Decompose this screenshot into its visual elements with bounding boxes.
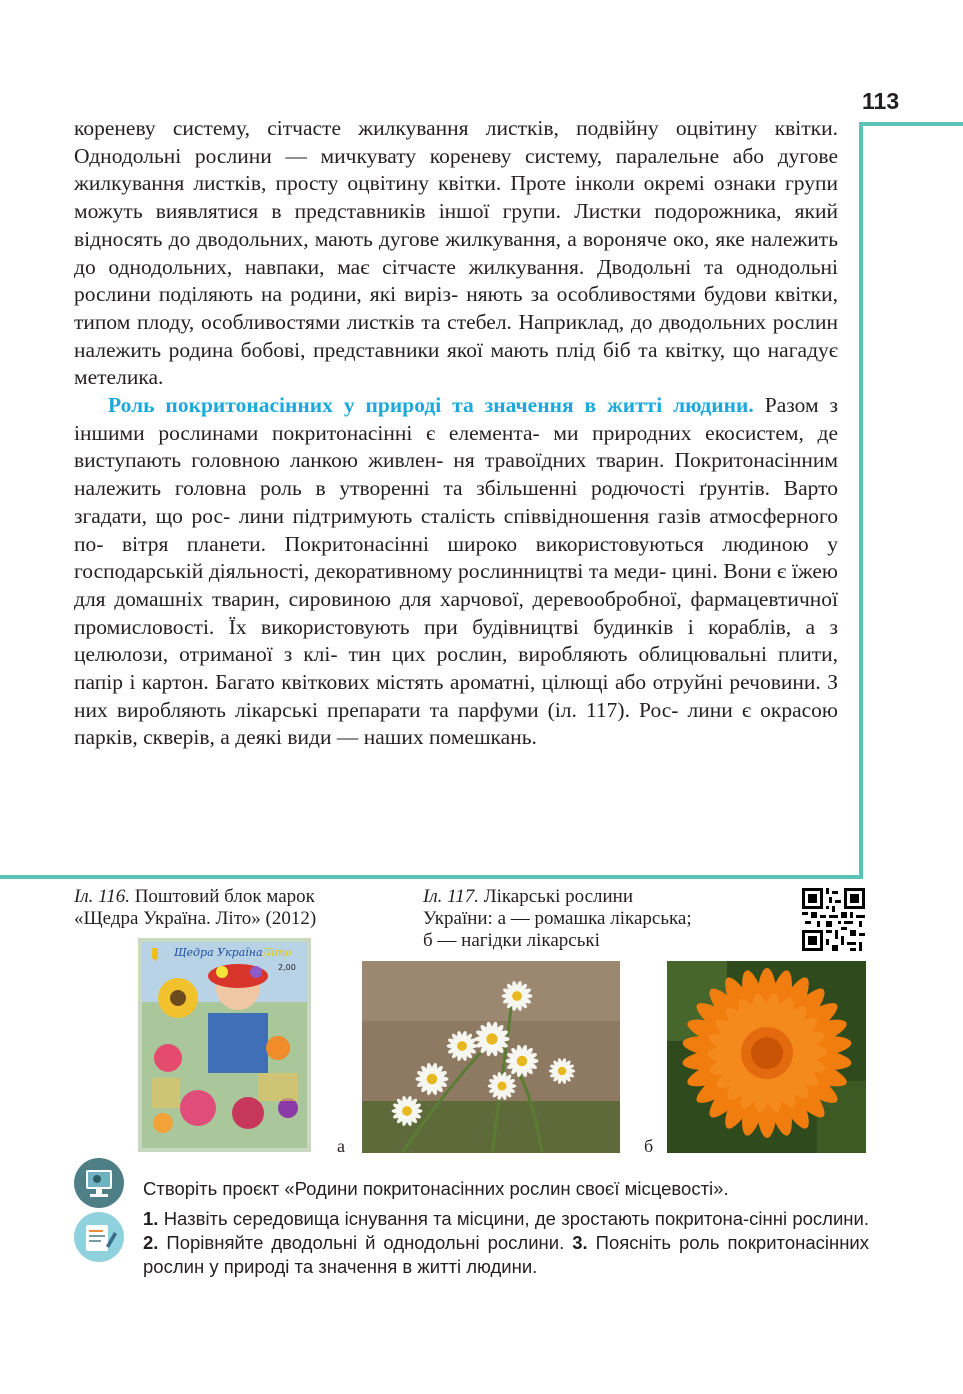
paragraph-1 — [74, 115, 838, 392]
caption-ill-117: Іл. 117. Лікарські рослини України: а — ромашка лікарська; б — нагідки лікарські — [423, 886, 692, 951]
section-heading: Роль покритонасінних у природі та значення в житті людини. — [108, 393, 754, 418]
text-line: при будівництві будинків і кораблів, а з целюлози, отриманої з клі- — [74, 614, 838, 667]
text-line: Багато квіткових містять ароматні, цілющі або отруйні речовини. — [215, 670, 821, 695]
text-line: родина бобові, представники якої мають плід біб та квітку, що — [168, 337, 761, 362]
text-line: належить до однодольних, навпаки, має сітчасте жилкування. — [74, 226, 838, 279]
frame-bottom-border — [0, 875, 863, 879]
text-line: няють за особливостями будови квітки, типом плоду, особливостями — [74, 282, 839, 334]
text-line: в представників іншої групи. Листки подорожника, який відносять — [74, 199, 839, 251]
review-questions: 1. Назвіть середовища існування та місцини, де зростають покритона-сінні рослини. 2. Порівняйте дводольні й однодольні рослини. 3. Поясніть роль покритонасінних рослин у природі та значення в житті людини. — [143, 1208, 869, 1277]
text-line: тин цих рослин, виробляють облицювальні плити, папір і картон. — [74, 642, 839, 695]
frame-right-border — [859, 122, 863, 879]
photo-label-b: б — [644, 1136, 654, 1156]
frame-top-border — [862, 122, 963, 126]
caption-ill-116: Іл. 116. Поштовий блок марок «Щедра Україна. Літо» (2012) — [74, 886, 317, 929]
qr-code[interactable] — [802, 888, 865, 951]
stamp-title: Щедра Україна — [174, 946, 263, 959]
text-line: деревообробної, фармацевтичної промисловості. Їх використовують — [74, 586, 838, 639]
text-line: ня травоїдних тварин. Покритонасінним належить головна роль — [74, 448, 838, 501]
text-line: лини підтримують сталість співвідношення газів атмосферного по- — [74, 503, 838, 556]
text-line: цині. Вони є їжею для домашніх тварин, сировиною для харчової, — [74, 559, 838, 611]
text-line: квітки. Проте інколи окремі ознаки групи можуть виявлятися — [74, 171, 839, 224]
text-line: у господарській діяльності, декоративному рослинництві та меди- — [74, 531, 839, 584]
calendula-photo — [667, 961, 866, 1153]
text-line: до дводольних, мають дугове жилкування, а вороняче око, яке — [168, 226, 745, 251]
text-line: листків та стебел. Наприклад, до дводольних рослин належить — [74, 309, 839, 362]
page-number: 113 — [862, 88, 900, 114]
project-task: Створіть проєкт «Родини покритонасінних рослин своєї місцевості». — [143, 1178, 729, 1199]
project-icon — [74, 1158, 124, 1208]
paragraph-2 — [74, 392, 838, 752]
text-line: кореневу систему, сітчасте жилкування листків, подвійну оцвітину — [74, 116, 758, 140]
text-line: вітря планети. Покритонасінні широко використовуються людиною — [121, 531, 809, 556]
text-line: ми природних екосистем, де виступають головною ланкою живлен- — [74, 420, 838, 473]
text-line: паралельне або дугове жилкування листків, просту оцвітину — [74, 143, 838, 196]
chamomile-photo — [362, 961, 620, 1153]
photo-label-a: а — [337, 1136, 345, 1156]
text-line: Дводольні та однодольні рослини поділяють на родини, які виріз- — [74, 254, 838, 307]
paragraph-2-start: Разом з іншими рослинами покритонасінні є елемента- — [74, 393, 838, 445]
text-line: квітки. Однодольні рослини — мичкувату кореневу систему, — [74, 116, 838, 168]
text-line: З них виробляють лікарські препарати та парфуми (іл. 117). Рос- — [74, 670, 838, 722]
stamp-block-image — [138, 938, 311, 1152]
text-line: нагадує метелика. — [74, 337, 838, 390]
text-line: в утворенні та збільшенні родючості ґрунтів. Варто згадати, що рос- — [74, 476, 838, 528]
main-text — [74, 115, 838, 752]
stamp-subtitle: Літо — [262, 946, 292, 959]
stamp-price: 2,00 — [278, 963, 296, 972]
tasks-icon — [74, 1212, 124, 1262]
text-line: лини є окрасою парків, скверів, а деякі види — наших помешкань. — [74, 697, 838, 750]
